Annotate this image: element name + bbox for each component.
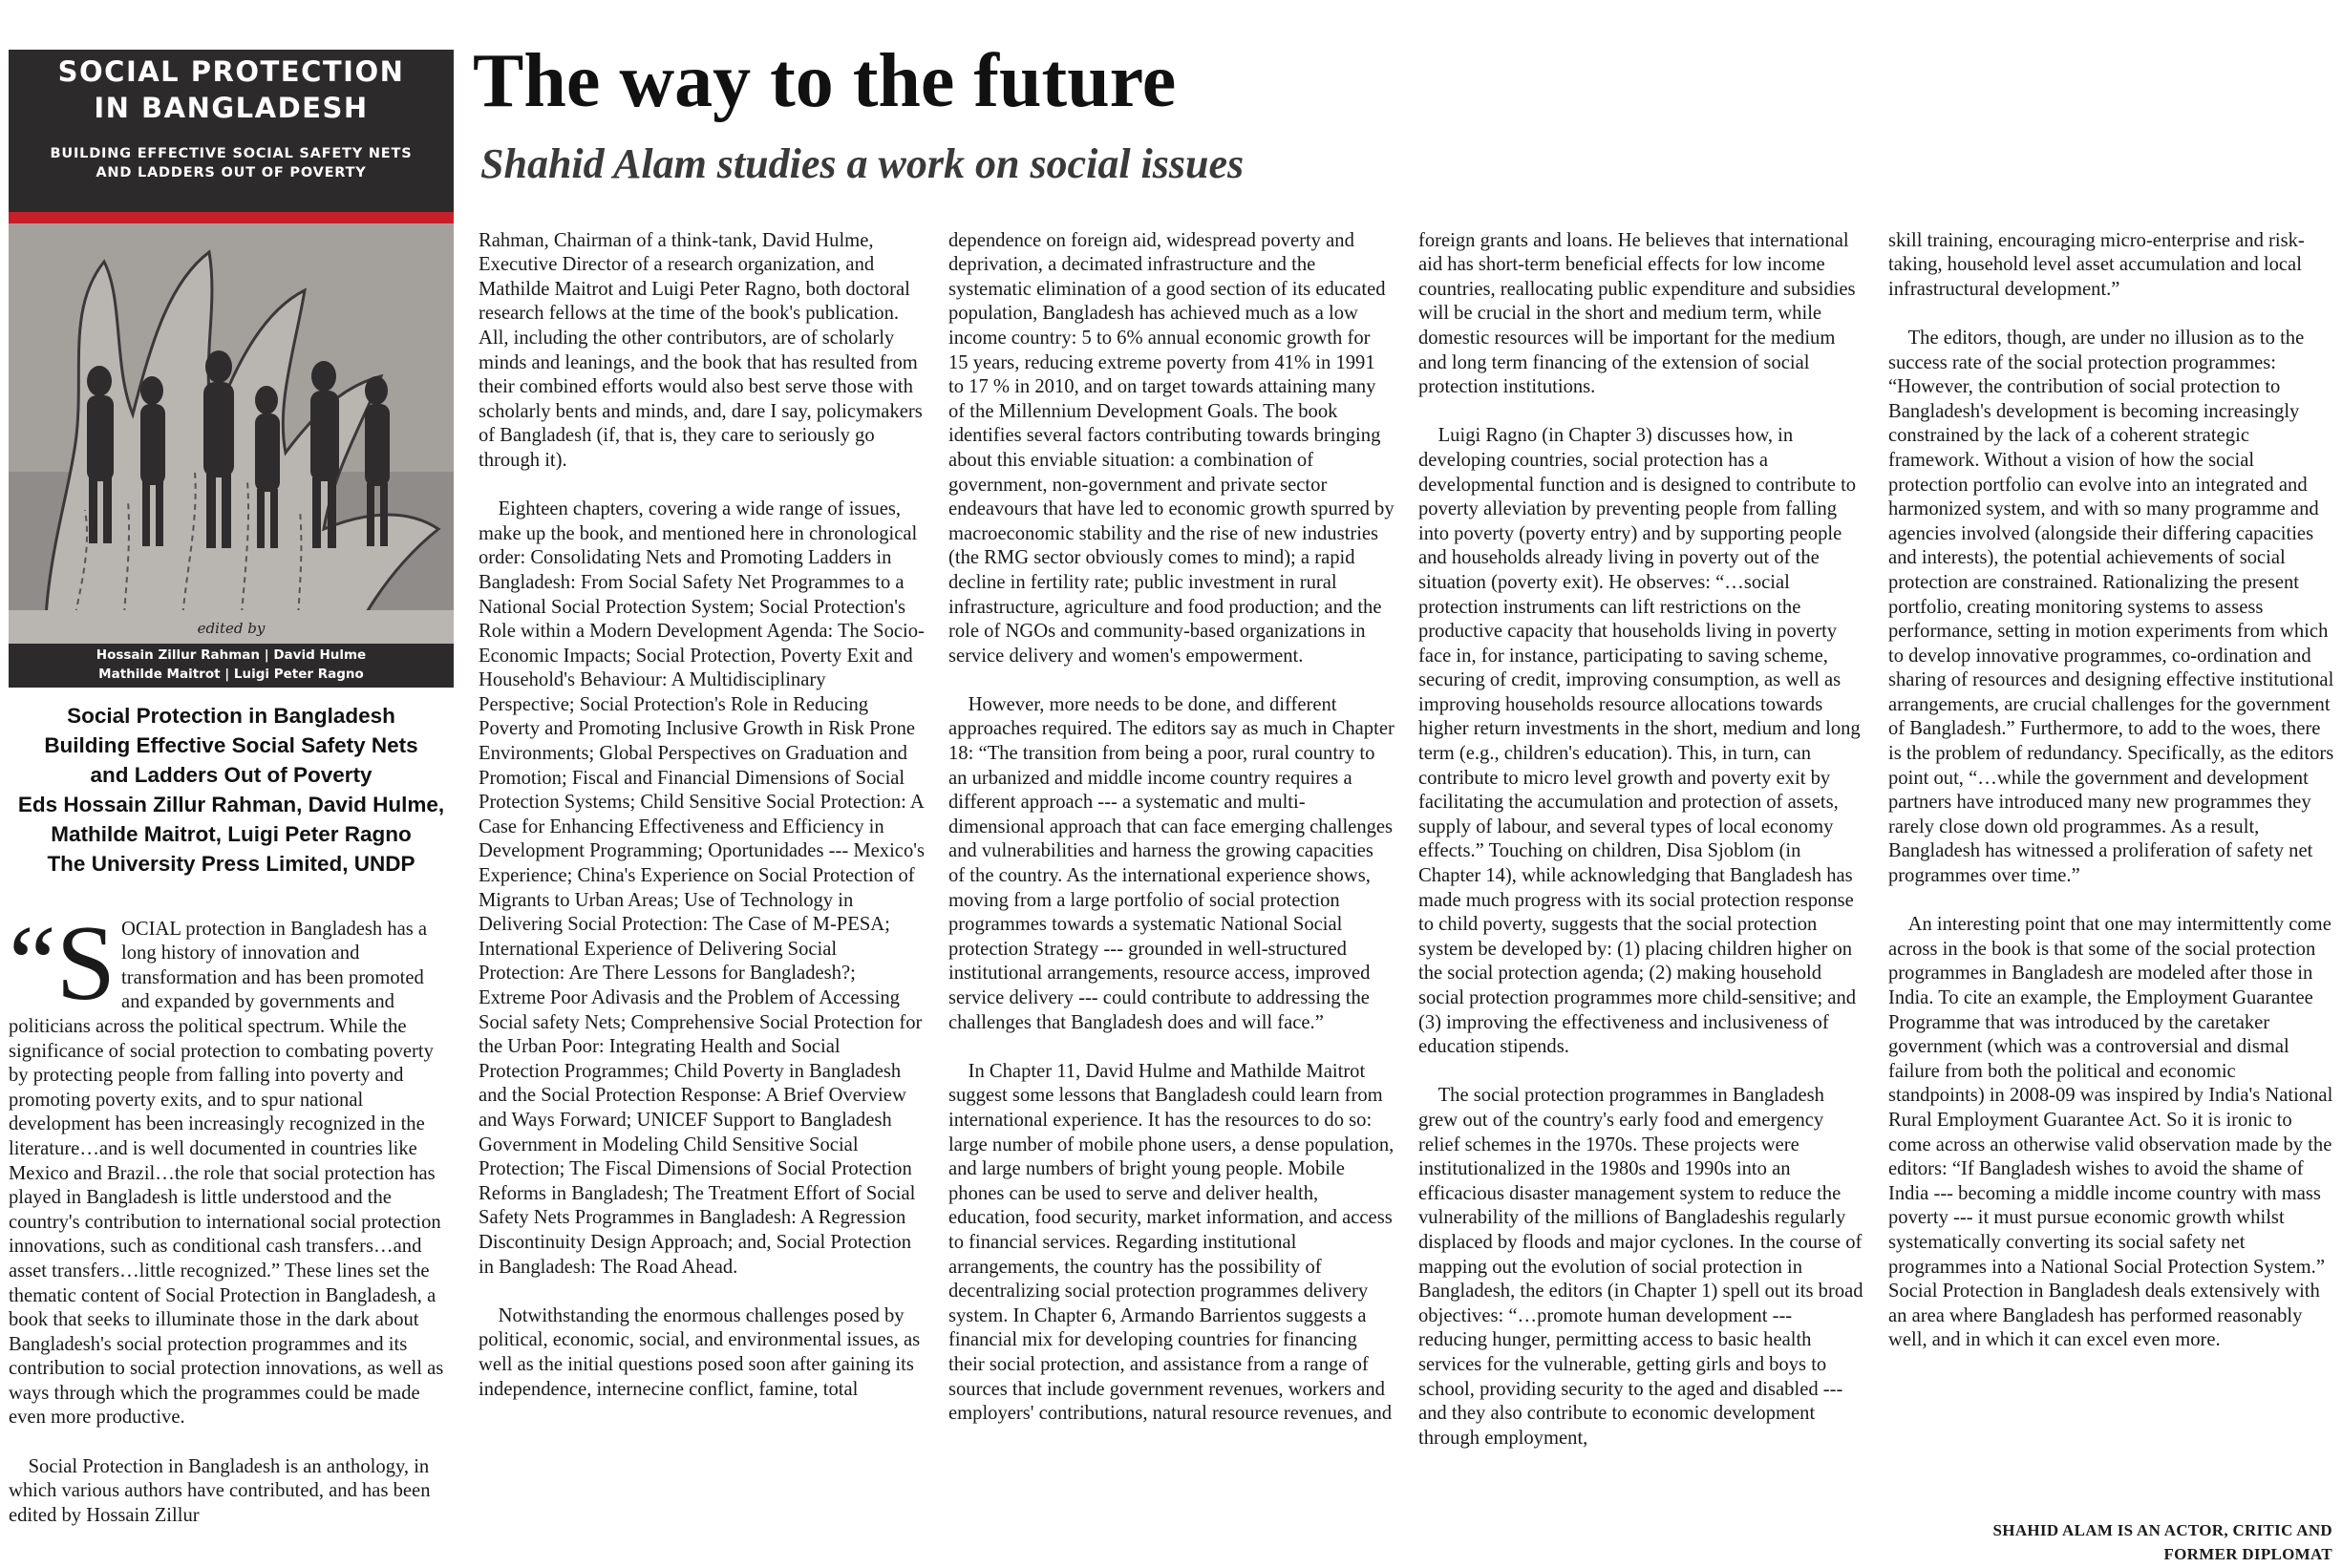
article-column-5 [1888,204,2334,1513]
book-editors-2: Mathilde Maitrot, Luigi Peter Ragno [51,822,412,846]
article-paragraph: However, more needs to be done, and different approaches required. The editors say as much in Chapter 18: “The transition from being a poor, rural country to an urbanized and middle income country requires a different approach --- a systematic and multi-dimensional approach that can face emerging challenges and vulnerabilities and harness the growing capacities of the country. As the international experience shows, moving from a large portfolio of social protection programmes towards a systematic National Social protection Strategy --- grounded in well-structured institutional arrangements, resource access, improved service delivery --- could contribute to addressing the challenges that Bangladesh does and will face.” [948,693,1395,1033]
article-paragraph: The social protection programmes in Bangladesh grew out of the country's early food and emergency relief schemes in the 1970s. These projects were institutionalized in the 1980s and 1990s into an efficacious disaster management system to reduce the vulnerability of the millions of Bangladeshis regularly displaced by floods and major cyclones. In the course of mapping out the evolution of social protection in Bangladesh, the editors (in Chapter 1) spell out its broad objectives: “…promote human development --- reducing hunger, permitting access to basic health services for the vulnerable, getting girls and boys to school, providing security to the aged and disabled --- and they also contribute to economic development through employment, [1418,1085,1863,1449]
article-paragraph: skill training, encouraging micro-enterprise and risk-taking, household level asset accumulation and local infrastructural development.” [1888,229,2305,300]
article-paragraph: An interesting point that one may intermittently come across in the book is that some of the social protection programmes in Bangladesh are modeled after those in India. To cite an example, the Employment Guarantee Programme that was introduced by the caretaker government (which was a controversial and dismal failure from both the political and economic standpoints) in 2008-09 was inspired by India's National Rural Employment Guarantee Act. So it is ironic to come across an otherwise valid observation made by the editors: “If Bangladesh wishes to avoid the shame of India --- becoming a middle income country with mass poverty --- it must pursue economic growth whilst systematically converting its social safety net programmes into a National Social Protection System.” Social Protection in Bangladesh deals extensively with an area where Bangladesh has performed reasonably well, and in which it can excel even more. [1888,914,2333,1351]
book-subtitle-1: Building Effective Social Safety Nets [44,733,418,757]
article-paragraph: In Chapter 11, David Hulme and Mathilde Maitrot suggest some lessons that Bangladesh could learn from international experience. It has the resources to do so: large number of mobile phone users, a dense population, and large numbers of bright young people. Mobile phones can be used to serve and deliver health, education, food security, market information, and access to financial services. Regarding institutional arrangements, the country has the possibility of decentralizing social protection programmes delivery system. In Chapter 6, Armando Barrientos suggests a financial mix for developing countries for financing their social protection, and assistance from a range of sources that include government revenues, workers and employers' contributions, natural resource revenues, and [948,1060,1395,1425]
article-paragraph: The editors, though, are under no illusion as to the success rate of the social protection programmes: “However, the contribution of social protection to Bangladesh's development is becoming increasingly constrained by the lack of a coherent strategic framework. Without a vision of how the social protection portfolio can evolve into an integrated and harmonized system, and with so many programme and agencies involved (alongside their differing capacities and interests), the potential achievements of social protection are constrained. Rationalizing the present portfolio, creating monitoring systems to assess performance, setting in motion experiments from which to develop innovative programmes, co-ordination and sharing of resources and designing effective institutional arrangements, are crucial challenges for the government of Bangladesh.” Furthermore, to add to the woes, there is the problem of redundancy. Specifically, as the editors point out, “…while the government and development partners have introduced many new programmes they rarely close down old programmes. As a result, Bangladesh has witnessed a proliferation of safety net programmes over time.” [1888,327,2334,887]
cover-accent-bar [9,212,454,223]
top-running-header-strip [0,0,2342,8]
article-paragraph: Social Protection in Bangladesh is an anthology, in which various authors have contributed, and has been edited by Hossain Zillur [9,1455,431,1526]
book-title: Social Protection in Bangladesh [67,704,395,728]
cover-illustration [9,223,454,688]
article-column-1 [9,893,455,1566]
article-paragraph: Eighteen chapters, covering a wide range of issues, make up the book, and mentioned here in chronological order: Consolidating Nets and Promoting Ladders in Bangladesh: From Social Safety Net Programmes to a National Social Protection System; Social Protection's Role within a Modern Development Agenda: The Socio-Economic Impacts; Social Protection, Poverty Exit and Household's Behaviour: A Multidisciplinary Perspective; Social Protection's Role in Reducing Poverty and Promoting Inclusive Growth in Risk Prone Environments; Global Perspectives on Graduation and Promotion; Fiscal and Financial Dimensions of Social Protection Systems; Child Sensitive Social Protection: A Case for Enhancing Effectiveness and Efficiency in Development Programming; Oportunidades --- Mexico's Experience; China's Experience on Social Protection of Migrants to Urban Areas; Use of Technology in Delivering Social Protection: The Case of M-PESA; International Experience of Delivering Social Protection: Are There Lessons for Bangladesh?; Extreme Poor Adivasis and the Problem of Accessing Social safety Nets; Comprehensive Social Protection for the Urban Poor: Integrating Health and Social Protection Programmes; Child Poverty in Bangladesh and the Social Protection Response: A Brief Overview and Ways Forward; UNICEF Support to Bangladesh Government in Modeling Child Sensitive Social Protection; The Fiscal Dimensions of Social Protection Reforms in Bangladesh; The Treatment Effort of Social Safety Nets Programmes in Bangladesh: A Regression Discontinuity Design Approach; and, Social Protection in Bangladesh: The Road Ahead. [479,498,925,1278]
cover-title: SOCIAL PROTECTION IN BANGLADESH [57,55,405,124]
book-editors-1: Eds Hossain Zillur Rahman, David Hulme, [17,793,445,816]
article-column-4 [1418,204,1864,1565]
cover-edited-by: edited by [197,620,266,637]
article-paragraph: dependence on foreign aid, widespread poverty and deprivation, a decimated infrastructure and the systematic elimination of a good section of its educated population, Bangladesh has achieved much as a low income country: 5 to 6% annual economic growth for 15 years, reducing extreme poverty from 41% in 1991 to 17 % in 2010, and on target towards attaining many of the Millennium Development Goals. The book identifies several factors contributing towards bringing about this enviable situation: a combination of government, non-government and private sector endeavours that have led to economic growth spurred by macroeconomic stability and the rise of new industries (the RMG sector obviously comes to mind); a rapid decline in fertility rate; public investment in rural infrastructure, agriculture and food production; and the role of NGOs and community-based organizations in service delivery and women's empowerment. [948,229,1395,667]
article-paragraph: Luigi Ragno (in Chapter 3) discusses how, in developing countries, social protection has a developmental function and is designed to contribute to poverty alleviation by preventing people from falling into poverty (poverty entry) and by supporting people and households already living in poverty out of the situation (poverty exit). He observes: “…social protection instruments can lift restrictions on the productive capacity that households living in poverty face in, for instance, participating to saving scheme, securing of credit, improving consumption, as well as improving households resource allocations towards higher return investments in the short, medium and long term (e.g., children's education). This, in turn, can contribute to micro level growth and poverty exit by facilitating the accumulation and protection of assets, supply of labour, and several types of local economy effects.” Touching on children, Disa Sjoblom (in Chapter 14), while acknowledging that Bangladesh has made much progress with its social protection response to child poverty, suggests that the social protection system be developed by: (1) placing children higher on the social protection agenda; (2) making household social protection programmes more child-sensitive; and (3) improving the effectiveness and inclusiveness of education stipends. [1418,425,1861,1058]
article-paragraph: Notwithstanding the enormous challenges posed by political, economic, social, and environmental issues, as well as the initial questions posed soon after gaining its independence, internecine conflict, famine, total [479,1304,921,1400]
article-column-3 [948,204,1395,1565]
book-cover-image [9,50,454,688]
article-paragraph: Rahman, Chairman of a think-tank, David Hulme, Executive Director of a research organization, and Mathilde Maitrot and Luigi Peter Ragno, both doctoral research fellows at the time of the book's publication. All, including the other contributors, are of scholarly minds and leanings, and the book that has resulted from their combined efforts would also best serve those with scholarly bents and minds, and, dare I say, policymakers of Bangladesh (if, that is, they care to seriously go through it). [479,229,923,471]
book-subtitle-2: and Ladders Out of Poverty [90,763,373,787]
cover-subtitle: BUILDING EFFECTIVE SOCIAL SAFETY NETS AND LADDERS OUT OF POVERTY [50,146,413,180]
author-byline: SHAHID ALAM IS AN ACTOR, CRITIC AND FORMER DIPLOMAT [1992,1521,2332,1563]
article-column-2 [479,204,925,1565]
article-subheadline: Shahid Alam studies a work on social issues [480,140,1245,187]
article-paragraph: “SOCIAL protection in Bangladesh has a long history of innovation and transformation and has been promoted and expanded by governments and politicians across the political spectrum. While the significance of social protection to combating poverty by protecting people from falling into poverty and promoting poverty exits, and to spur national development has been increasingly recognized in the literature…and is well documented in countries like Mexico and Brazil…the role that social protection has played in Bangladesh is little understood and the country's contribution to international social protection innovations, such as conditional cash transfers…and asset transfers…little recognized.” These lines set the thematic content of Social Protection in Bangladesh, a book that seeks to illuminate those in the dark about Bangladesh's social protection programmes and its contribution to social protection innovations, as well as ways through which the programmes could be made even more productive. [9,903,444,1429]
drop-cap: “S [9,903,116,1023]
book-publisher: The University Press Limited, UNDP [47,852,415,876]
article-headline: The way to the future [473,39,1177,123]
book-details [9,701,454,879]
article-paragraph: foreign grants and loans. He believes that international aid has short-term beneficial effects for low income countries, reallocating public expenditure and subsidies will be crucial in the short and medium term, while domestic resources will be important for the medium and long term financing of the extension of social protection institutions. [1418,229,1856,398]
cover-editors: Hossain Zillur Rahman | David Hulme Mathilde Maitrot | Luigi Peter Ragno [96,647,367,682]
